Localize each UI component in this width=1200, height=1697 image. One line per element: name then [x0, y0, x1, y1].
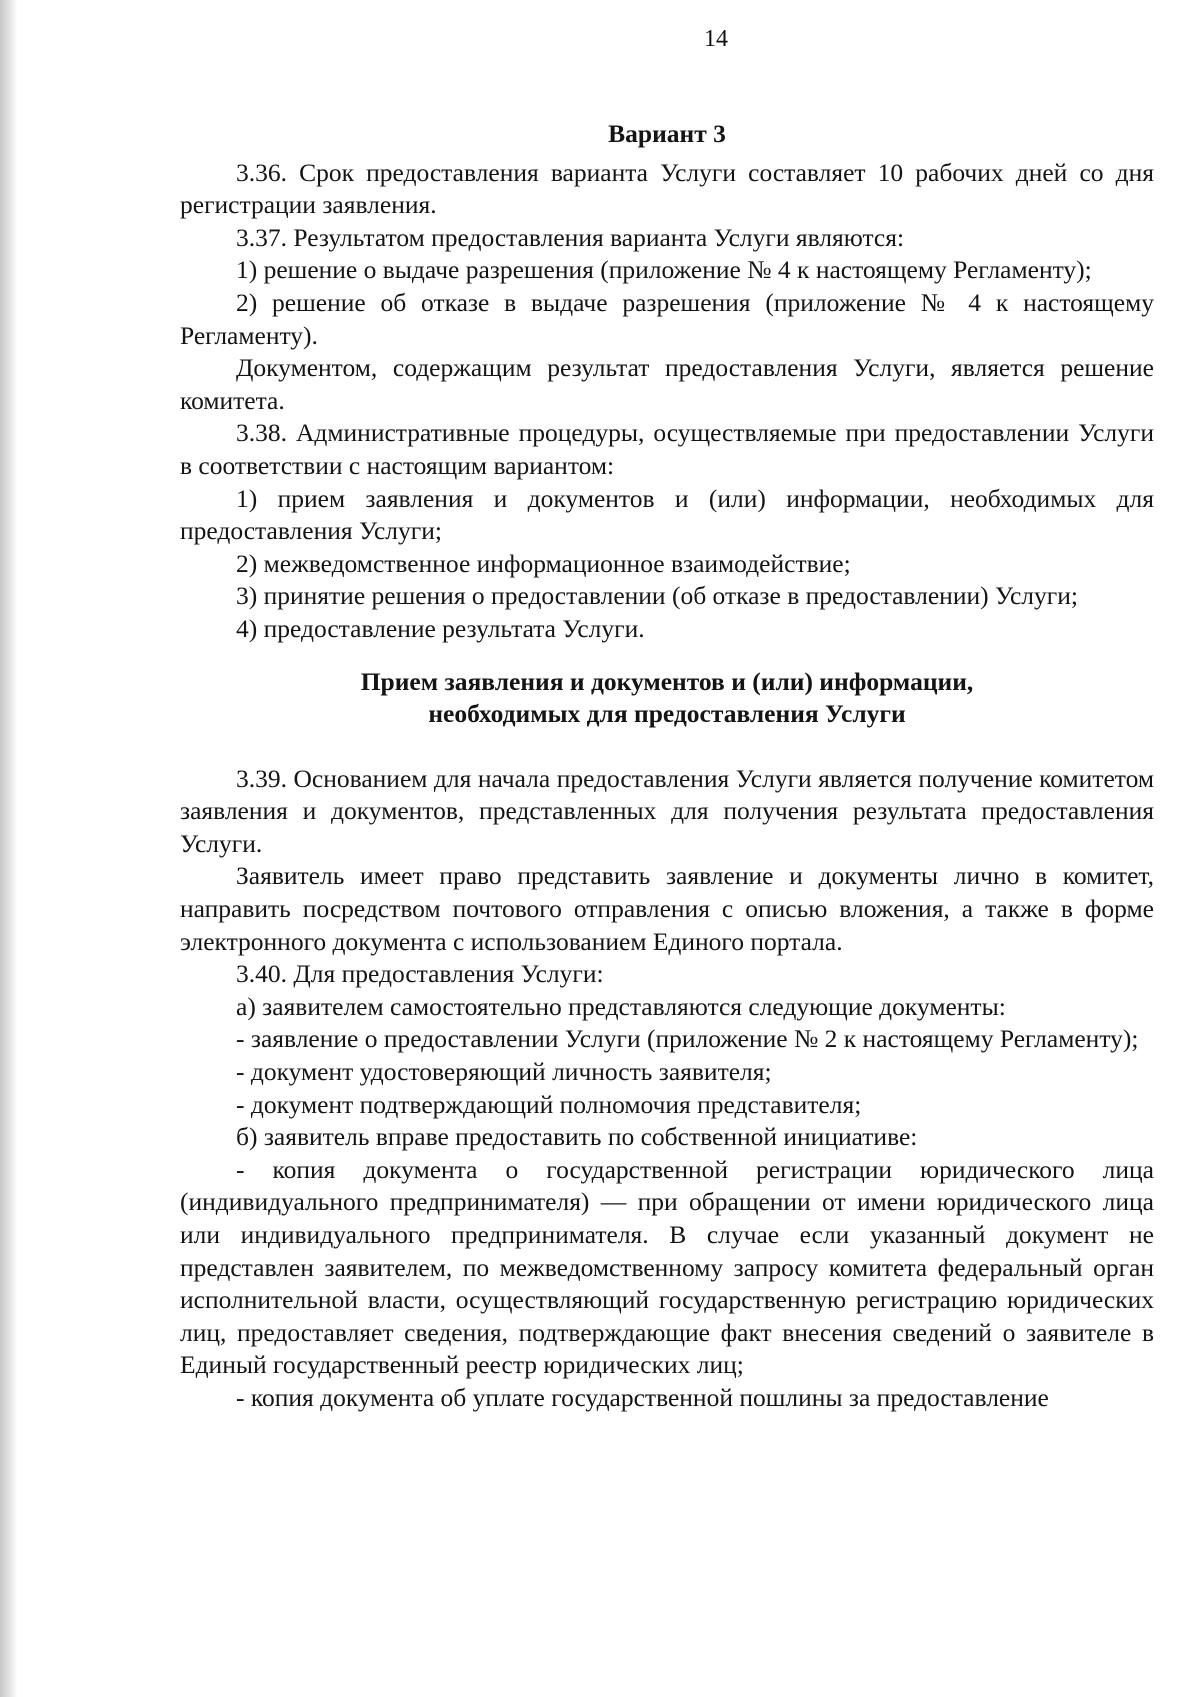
paragraph-3-37: 3.37. Результатом предоставления варианта Услуги являются: — [236, 222, 905, 252]
paragraph-3-40-a-item-2: - документ удостоверяющий личность заявителя; — [236, 1057, 772, 1087]
paragraph-3-36: 3.36. Срок предоставления варианта Услуги составляет 10 рабочих дней со дня регистрации заявления. — [180, 157, 1154, 220]
paragraph-3-38-item-1: 1) прием заявления и документов и (или) информации, необходимых для предоставления Услуги; — [180, 483, 1154, 546]
page-number: 14 — [704, 26, 728, 52]
section-heading-line-1: Прием заявления и документов и (или) информации, — [360, 666, 974, 696]
paragraph-3-38-item-4: 4) предоставление результата Услуги. — [236, 613, 645, 643]
scan-edge-shadow — [0, 0, 18, 1697]
paragraph-3-40-a: а) заявителем самостоятельно представляются следующие документы: — [236, 991, 1006, 1021]
section-heading — [180, 666, 1154, 731]
paragraph-3-40-b-item-2: - копия документа об уплате государственной пошлины за предоставление — [236, 1382, 1049, 1412]
paragraph-3-38-item-3: 3) принятие решения о предоставлении (об отказе в предоставлении) Услуги; — [236, 581, 1078, 611]
paragraph-applicant-right: Заявитель имеет право представить заявление и документы лично в комитет, направить посредством почтового отправления с описью вложения, а также в форме электронного документа с использованием Единого портала. — [180, 861, 1154, 956]
paragraph-3-40-b-item-1: - копия документа о государственной регистрации юридического лица (индивидуального предпринимателя) — при обращении от имени юридического лица или индивидуального предпринимателя. В случае если указанный документ не представлен заявителем, по межведомственному запросу комитета федеральный орган исполнительной власти, осуществляющий государственную регистрацию юридических лиц, предоставляет сведения, подтверждающие факт внесения сведений о заявителе в Единый государственный реестр юридических лиц; — [180, 1154, 1154, 1380]
document-body — [180, 118, 1154, 1415]
paragraph-3-39: 3.39. Основанием для начала предоставления Услуги является получение комитетом заявления и документов, представленных для получения результата предоставления Услуги. — [180, 763, 1154, 858]
paragraph-3-40: 3.40. Для предоставления Услуги: — [236, 959, 604, 989]
paragraph-3-37-item-1: 1) решение о выдаче разрешения (приложение № 4 к настоящему Регламенту); — [236, 255, 1092, 285]
paragraph-3-40-b: б) заявитель вправе предоставить по собственной инициативе: — [236, 1122, 918, 1152]
paragraph-3-40-a-item-3: - документ подтверждающий полномочия представителя; — [236, 1089, 862, 1119]
section-heading-line-2: необходимых для предоставления Услуги — [428, 699, 906, 729]
paragraph-3-38-item-2: 2) межведомственное информационное взаимодействие; — [236, 548, 851, 578]
paragraph-3-38: 3.38. Административные процедуры, осуществляемые при предоставлении Услуги в соответствии с настоящим вариантом: — [180, 418, 1154, 480]
variant-heading: Вариант 3 — [608, 119, 726, 148]
paragraph-document-result: Документом, содержащим результат предоставления Услуги, является решение комитета. — [180, 353, 1154, 415]
paragraph-3-40-a-item-1: - заявление о предоставлении Услуги (приложение № 2 к настоящему Регламенту); — [236, 1024, 1139, 1054]
paragraph-3-37-item-2: 2) решение об отказе в выдаче разрешения (приложение № 4 к настоящему Регламенту). — [180, 287, 1154, 350]
